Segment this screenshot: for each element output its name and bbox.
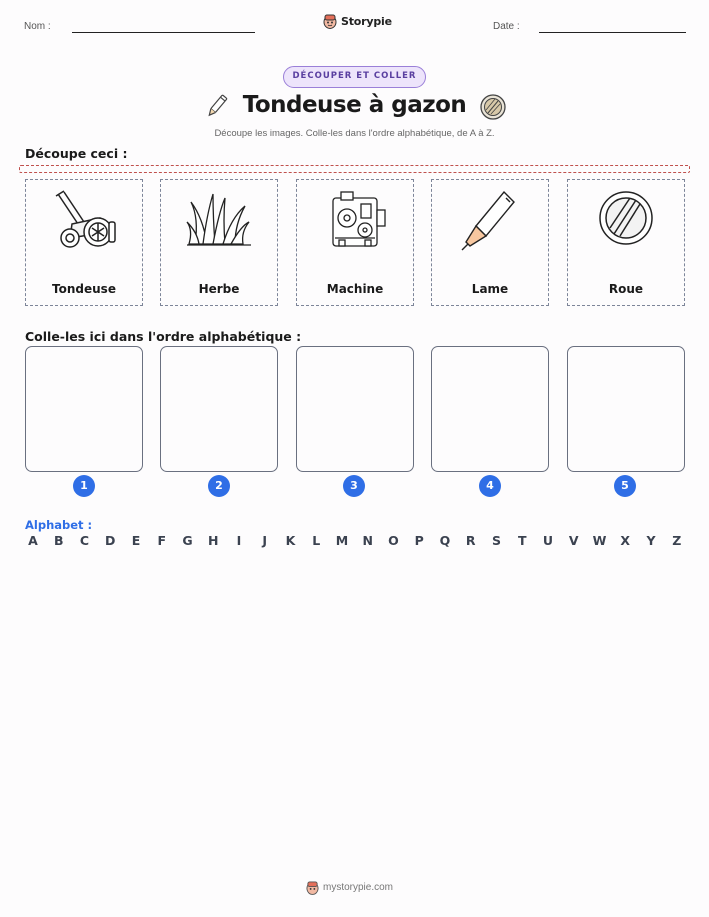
paste-slot-5[interactable] (567, 346, 685, 472)
storypie-mascot-icon (323, 13, 337, 29)
cut-line (19, 165, 690, 173)
lawn-mower-icon (50, 188, 118, 256)
machine-icon (321, 188, 389, 256)
card-label: Lame (471, 282, 509, 296)
alphabet-letter: C (79, 533, 90, 548)
instructions: Découpe les images. Colle-les dans l'ordre alphabétique, de A à Z. (214, 128, 495, 139)
alphabet-letter: J (262, 533, 268, 548)
footer-site-link[interactable]: mystorypie.com (323, 882, 394, 893)
date-label: Date : (493, 21, 520, 32)
alphabet-letter: F (157, 533, 167, 548)
alphabet-letter: W (592, 533, 607, 548)
alphabet-letter: I (236, 533, 242, 548)
cut-card-machine[interactable] (296, 179, 414, 306)
cut-card-herbe[interactable] (160, 179, 278, 306)
brand-name: Storypie (341, 14, 392, 28)
grass-icon (185, 188, 253, 256)
card-label: Machine (326, 282, 384, 296)
footer (306, 880, 393, 895)
blade-icon (456, 188, 524, 256)
alphabet-letter: P (414, 533, 424, 548)
alphabet-letter: Q (439, 533, 451, 548)
cut-card-lame[interactable] (431, 179, 549, 306)
slot-number-badge: 4 (479, 475, 501, 497)
paste-slot-2[interactable] (160, 346, 278, 472)
cut-card-tondeuse[interactable] (25, 179, 143, 306)
storypie-mascot-icon (306, 880, 319, 895)
slot-number-badge: 2 (208, 475, 230, 497)
alphabet-letter: T (517, 533, 527, 548)
alphabet-letter: B (53, 533, 64, 548)
alphabet-title: Alphabet : (25, 518, 93, 532)
card-label: Tondeuse (52, 282, 116, 296)
date-field[interactable] (539, 32, 686, 33)
alphabet-letter: N (362, 533, 373, 548)
cut-heading: Découpe ceci : (25, 146, 128, 161)
alphabet-letter: V (568, 533, 579, 548)
alphabet-letter: A (28, 533, 38, 548)
alphabet-letter: E (131, 533, 141, 548)
page-title: Tondeuse à gazon (242, 92, 467, 118)
activity-tag: DÉCOUPER ET COLLER (283, 66, 426, 88)
alphabet-letter: U (542, 533, 554, 548)
brand-logo (323, 13, 392, 29)
alphabet-letter: S (491, 533, 501, 548)
alphabet-letter: X (620, 533, 631, 548)
card-label: Herbe (198, 282, 240, 296)
cut-card-roue[interactable] (567, 179, 685, 306)
name-label: Nom : (24, 21, 51, 32)
alphabet-letter: H (208, 533, 219, 548)
alphabet-letter: D (105, 533, 116, 548)
name-field[interactable] (72, 32, 255, 33)
wheel-title-icon (479, 93, 507, 121)
paste-heading: Colle-les ici dans l'ordre alphabétique : (25, 329, 302, 344)
alphabet-letter: K (285, 533, 296, 548)
paste-slot-4[interactable] (431, 346, 549, 472)
slot-number-badge: 5 (614, 475, 636, 497)
slot-number-badge: 1 (73, 475, 95, 497)
alphabet-letter: R (465, 533, 476, 548)
paste-slot-3[interactable] (296, 346, 414, 472)
alphabet-letter: Y (646, 533, 656, 548)
alphabet-letter: O (388, 533, 399, 548)
alphabet-letter: Z (672, 533, 682, 548)
alphabet-letter: G (182, 533, 193, 548)
wheel-icon (592, 188, 660, 256)
paste-slot-1[interactable] (25, 346, 143, 472)
alphabet-letter: L (312, 533, 321, 548)
alphabet-letter: M (335, 533, 349, 548)
slot-number-badge: 3 (343, 475, 365, 497)
alphabet-row (25, 533, 685, 548)
card-label: Roue (608, 282, 644, 296)
